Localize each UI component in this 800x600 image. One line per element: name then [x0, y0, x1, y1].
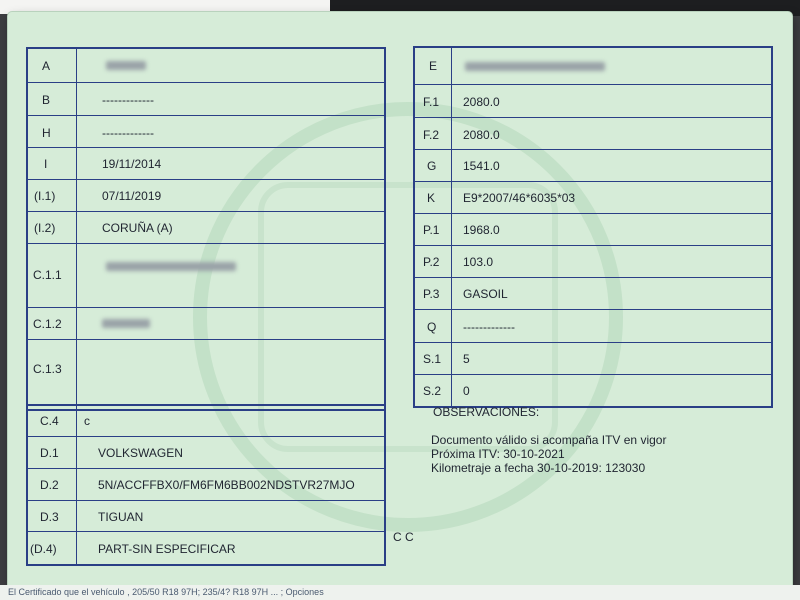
field-value: 1968.0	[463, 223, 500, 237]
field-value: 07/11/2019	[102, 189, 162, 203]
field-code: (I.2)	[34, 221, 56, 235]
row-i1	[28, 179, 384, 211]
field-code: H	[42, 126, 51, 140]
observation-line: Documento válido si acompaña ITV en vigor	[431, 433, 667, 447]
holder-surname-redacted	[102, 317, 150, 331]
field-value: 0	[463, 384, 470, 398]
field-value: 2080.0	[463, 128, 500, 142]
next-page-text: El Certificado que el vehículo , 205/50 R18 97H; 235/4? R18 97H ... ; Opciones	[8, 587, 324, 597]
field-code: C.4	[40, 414, 59, 428]
owner-address-redacted	[465, 60, 605, 74]
field-value: E9*2007/46*6035*03	[463, 191, 576, 205]
field-code: E	[429, 59, 438, 73]
field-code: P.2	[423, 255, 440, 269]
field-value: c	[84, 414, 90, 428]
owner-name-redacted	[106, 59, 146, 73]
field-value: PART-SIN ESPECIFICAR	[98, 542, 236, 556]
field-code: F.1	[423, 95, 440, 109]
row-d1	[28, 436, 384, 468]
field-code: F.2	[423, 128, 440, 142]
field-value: GASOIL	[463, 287, 508, 301]
field-code: P.1	[423, 223, 440, 237]
left-registration-table	[26, 47, 386, 411]
row-c4	[28, 406, 384, 436]
row-s1	[415, 342, 771, 374]
field-code: G	[427, 159, 437, 173]
row-a	[28, 49, 384, 82]
row-h	[28, 115, 384, 147]
field-code: C.1.3	[33, 362, 62, 376]
row-q	[415, 309, 771, 342]
field-value: 5	[463, 352, 470, 366]
row-d2	[28, 468, 384, 500]
field-code: D.2	[40, 478, 59, 492]
observation-line: Kilometraje a fecha 30-10-2019: 123030	[431, 461, 646, 475]
observation-line: Próxima ITV: 30-10-2021	[431, 447, 565, 461]
field-code: D.1	[40, 446, 59, 460]
row-p1	[415, 213, 771, 245]
field-code: P.3	[423, 287, 440, 301]
row-p3	[415, 277, 771, 309]
cc-label: C C	[393, 530, 414, 544]
row-k	[415, 181, 771, 213]
row-b	[28, 82, 384, 115]
field-value: 2080.0	[463, 95, 500, 109]
field-code: (D.4)	[30, 542, 57, 556]
field-code: D.3	[40, 510, 59, 524]
right-technical-table	[413, 46, 773, 408]
field-code: S.2	[423, 384, 442, 398]
field-code: A	[42, 59, 51, 73]
row-c12	[28, 307, 384, 339]
vehicle-registration-document	[8, 12, 792, 590]
row-f1	[415, 84, 771, 117]
field-code: B	[42, 93, 51, 107]
field-value: -------------	[102, 93, 154, 107]
row-c13	[28, 339, 384, 405]
field-value: -------------	[463, 320, 515, 334]
field-value: 5N/ACCFFBX0/FM6FM6BB002NDSTVR27MJO	[98, 478, 355, 492]
holder-name-redacted	[106, 260, 236, 274]
field-code: K	[427, 191, 436, 205]
field-code: S.1	[423, 352, 442, 366]
row-d3	[28, 500, 384, 531]
row-i2	[28, 211, 384, 243]
field-code: C.1.1	[33, 268, 62, 282]
field-code: I	[44, 157, 48, 171]
field-value: 1541.0	[463, 159, 500, 173]
row-e	[415, 48, 771, 84]
row-p2	[415, 245, 771, 277]
observations-title: OBSERVACIONES:	[433, 405, 540, 419]
field-value: 103.0	[463, 255, 494, 269]
row-f2	[415, 117, 771, 149]
row-g	[415, 149, 771, 181]
field-value: CORUÑA (A)	[102, 221, 173, 235]
field-value: VOLKSWAGEN	[98, 446, 183, 460]
row-c11	[28, 243, 384, 307]
row-d4	[28, 531, 384, 564]
field-code: (I.1)	[34, 189, 56, 203]
field-code: Q	[427, 320, 437, 334]
field-code: C.1.2	[33, 317, 62, 331]
row-s2	[415, 374, 771, 406]
row-i	[28, 147, 384, 179]
left-vehicle-table	[26, 404, 386, 566]
field-value: -------------	[102, 126, 154, 140]
field-value: 19/11/2014	[102, 157, 162, 171]
field-value: TIGUAN	[98, 510, 144, 524]
